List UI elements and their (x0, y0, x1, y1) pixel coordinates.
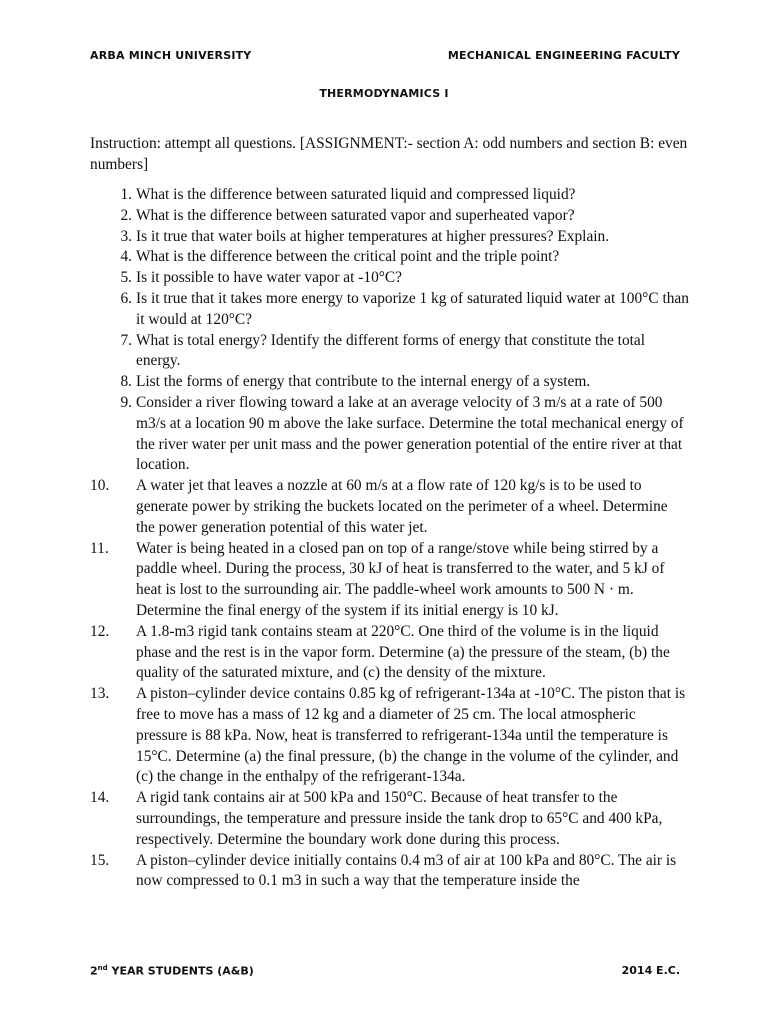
instruction-text: Instruction: attempt all questions. [ASSIGNMENT:- section A: odd numbers and section B: even numbers] (90, 135, 688, 173)
question-text: What is the difference between saturated liquid and compressed liquid? (136, 186, 576, 203)
question-text: What is total energy? Identify the different forms of energy that constitute the total energy. (136, 331, 646, 370)
question-item (90, 684, 690, 788)
page-footer (90, 964, 680, 984)
question-item (90, 476, 690, 538)
question-number: 15. (90, 851, 110, 869)
question-text: Is it true that water boils at higher temperatures at higher pressures? Explain. (136, 227, 610, 245)
footer-students: 2nd YEAR STUDENTS (A&B) (90, 964, 254, 978)
question-item (90, 227, 690, 248)
footer-year: 2014 E.C. (621, 964, 680, 977)
question-number: 2. (120, 206, 132, 224)
question-number: 10. (90, 477, 110, 495)
question-text: A piston–cylinder device initially contains 0.4 m3 of air at 100 kPa and 80°C. The air is now compressed to 0.1 m3 in such a way that the temperature inside the (136, 851, 677, 890)
question-text: What is the difference between saturated vapor and superheated vapor? (136, 206, 575, 224)
question-text: Is it true that it takes more energy to vaporize 1 kg of saturated liquid water at 100°C than it would at 120°C? (136, 289, 689, 328)
question-number: 14. (90, 789, 110, 807)
question-number: 1. (120, 186, 132, 203)
question-item (90, 268, 690, 289)
question-number: 12. (90, 622, 110, 640)
question-number: 4. (120, 248, 132, 266)
course-title: THERMODYNAMICS I (319, 87, 449, 100)
question-number: 13. (90, 685, 110, 703)
question-text: List the forms of energy that contribute to the internal energy of a system. (136, 373, 591, 391)
question-number: 8. (120, 373, 132, 391)
question-item (90, 372, 690, 393)
question-item (90, 539, 690, 622)
question-text: What is the difference between the critical point and the triple point? (136, 248, 560, 266)
question-item (90, 788, 690, 850)
question-text: Consider a river flowing toward a lake at an average velocity of 3 m/s at a rate of 500 m3/s at a location 90 m above the lake surface. Determine the total mechanical energy of the river water per unit mass and the power generation potential of the entire river at that location. (136, 393, 684, 474)
question-number: 3. (120, 227, 132, 245)
question-number: 11. (90, 539, 109, 557)
page-header (90, 49, 680, 69)
question-item (90, 185, 690, 206)
question-item (90, 622, 690, 684)
question-text: A rigid tank contains air at 500 kPa and 150°C. Because of heat transfer to the surroundings, the temperature and pressure inside the tank drop to 65°C and 400 kPa, respectively. Determine the boundary work done during this process. (136, 789, 663, 848)
question-number: 5. (120, 269, 132, 287)
question-text: A piston–cylinder device contains 0.85 kg of refrigerant-134a at -10°C. The piston that is free to move has a mass of 12 kg and a diameter of 25 cm. The local atmospheric pressure is 88 kPa. Now, heat is transferred to refrigerant-134a until the temperature is 15°C. Determine (a) the final pressure, (b) the change in the volume of the cylinder, and (c) the change in the enthalpy of the refrigerant-134a. (136, 685, 686, 786)
question-text: Water is being heated in a closed pan on top of a range/stove while being stirred by a paddle wheel. During the process, 30 kJ of heat is transferred to the water, and 5 kJ of heat is lost to the surrounding air. The paddle-wheel work amounts to 500 N · m. Determine the final energy of the system if its initial energy is 10 kJ. (136, 539, 665, 619)
question-item (90, 331, 690, 373)
question-number: 9. (120, 393, 132, 411)
question-text: Is it possible to have water vapor at -10°C? (136, 269, 403, 287)
question-item (90, 851, 690, 893)
question-text: A water jet that leaves a nozzle at 60 m/s at a flow rate of 120 kg/s is to be used to generate power by striking the buckets located on the perimeter of a wheel. Determine the power generation potential of this water jet. (136, 477, 668, 536)
question-list (90, 185, 690, 892)
question-item (90, 289, 690, 331)
question-number: 7. (120, 331, 132, 349)
question-item (90, 247, 690, 268)
question-number: 6. (120, 289, 132, 307)
question-item (90, 206, 690, 227)
question-item (90, 393, 690, 476)
faculty-name: MECHANICAL ENGINEERING FACULTY (447, 49, 680, 62)
question-text: A 1.8-m3 rigid tank contains steam at 220°C. One third of the volume is in the liquid phase and the rest is in the vapor form. Determine (a) the pressure of the steam, (b) the quality of the saturated mixture, and (c) the density of the mixture. (136, 622, 670, 682)
university-name: ARBA MINCH UNIVERSITY (90, 49, 252, 62)
